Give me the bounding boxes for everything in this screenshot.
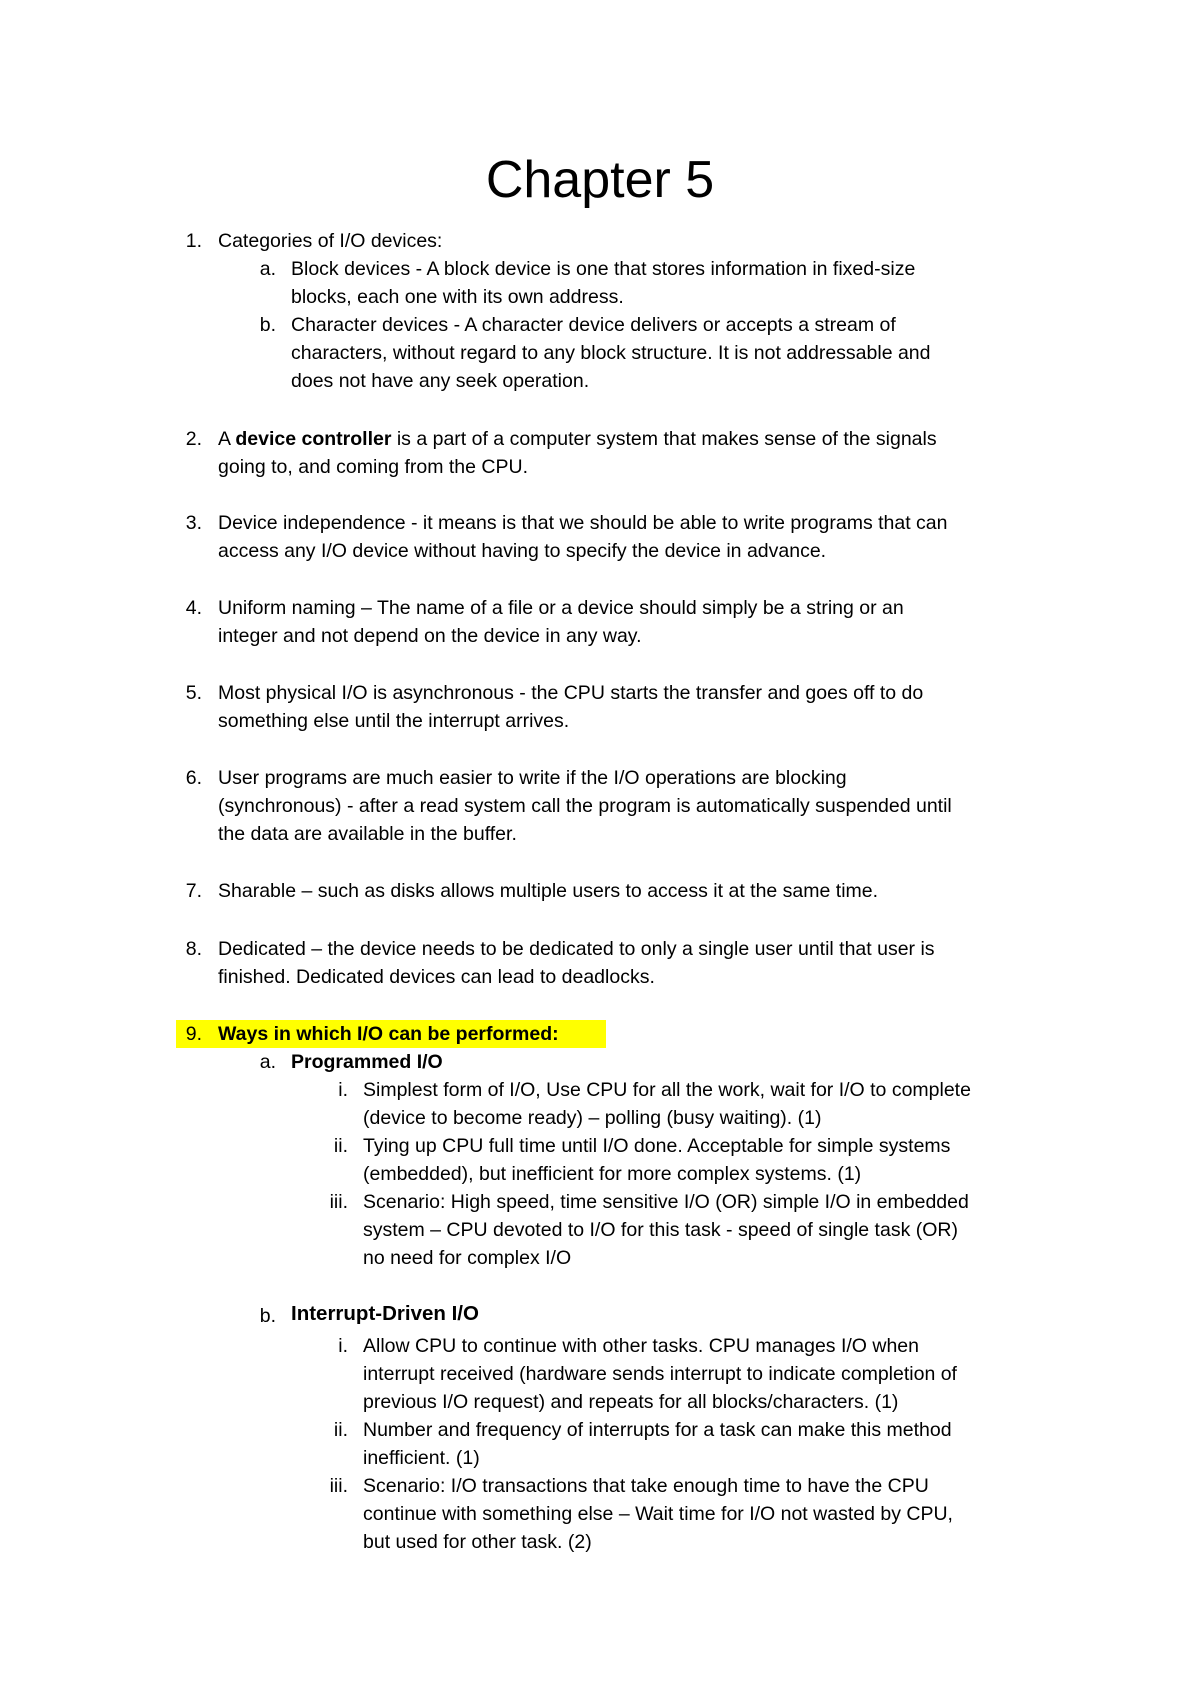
sub-item-text <box>291 255 915 311</box>
item-line: the data are available in the buffer. <box>218 823 517 845</box>
item-text <box>218 227 442 255</box>
point-text <box>363 1076 971 1132</box>
item-marker: 8. <box>185 938 202 960</box>
item-line: does not have any seek operation. <box>291 370 590 392</box>
item-line: previous I/O request) and repeats for all blocks/characters. (1) <box>363 1391 899 1413</box>
item-line: inefficient. (1) <box>363 1447 480 1469</box>
sub-heading-line <box>291 1048 443 1076</box>
item-text <box>218 594 904 650</box>
item-line: Most physical I/O is asynchronous - the CPU starts the transfer and goes off to do <box>218 682 924 704</box>
text-run: A <box>218 428 236 450</box>
sub-item-marker: b. <box>259 1305 276 1327</box>
bold-term: device controller <box>235 428 392 450</box>
item-line: continue with something else – Wait time for I/O not wasted by CPU, <box>363 1503 953 1525</box>
sub-item-marker: b. <box>259 314 276 336</box>
sub-item-marker: a. <box>259 258 276 280</box>
point-text <box>363 1416 952 1472</box>
sub-item-marker: a. <box>259 1051 276 1073</box>
point-marker: iii. <box>329 1191 348 1213</box>
item-line: Simplest form of I/O, Use CPU for all the work, wait for I/O to complete <box>363 1079 971 1101</box>
item-line: no need for complex I/O <box>363 1247 572 1269</box>
point-marker: i. <box>338 1335 348 1357</box>
item-text <box>218 509 948 565</box>
item-line: system – CPU devoted to I/O for this task - speed of single task (OR) <box>363 1219 958 1241</box>
item-line: Sharable – such as disks allows multiple users to access it at the same time. <box>218 880 879 902</box>
item-marker: 1. <box>185 230 202 252</box>
item-marker: 9. <box>185 1023 202 1045</box>
item-marker: 6. <box>185 767 202 789</box>
point-marker: i. <box>338 1079 348 1101</box>
sub-heading <box>291 1300 479 1328</box>
item-text <box>218 935 935 991</box>
heading-text: Ways in which I/O can be performed: <box>218 1023 559 1045</box>
sub-heading-text: Programmed I/O <box>291 1051 443 1073</box>
item-marker: 2. <box>185 428 202 450</box>
point-text <box>363 1332 957 1416</box>
item-line: characters, without regard to any block structure. It is not addressable and <box>291 342 931 364</box>
item-line: Tying up CPU full time until I/O done. Acceptable for simple systems <box>363 1135 951 1157</box>
item-line: Allow CPU to continue with other tasks. CPU manages I/O when <box>363 1335 919 1357</box>
point-text <box>363 1188 969 1272</box>
page-title: Chapter 5 <box>485 151 715 209</box>
item-line: Uniform naming – The name of a file or a device should simply be a string or an <box>218 597 904 619</box>
item-line: finished. Dedicated devices can lead to deadlocks. <box>218 966 655 988</box>
item-marker: 3. <box>185 512 202 534</box>
point-text <box>363 1132 950 1188</box>
point-marker: iii. <box>329 1475 348 1497</box>
point-marker: ii. <box>333 1419 348 1441</box>
item-line <box>218 425 937 453</box>
item-line: going to, and coming from the CPU. <box>218 456 528 478</box>
sub-item-text <box>291 311 931 395</box>
item-line: blocks, each one with its own address. <box>291 286 624 308</box>
item-line: (synchronous) - after a read system call the program is automatically suspended until <box>218 795 952 817</box>
text-run: is a part of a computer system that makes sense of the signals <box>391 428 937 450</box>
item-line: Block devices - A block device is one that stores information in fixed-size <box>291 258 916 280</box>
item-line: but used for other task. (2) <box>363 1531 592 1553</box>
item-line: something else until the interrupt arrives. <box>218 710 570 732</box>
item-marker: 7. <box>185 880 202 902</box>
item-line: Character devices - A character device delivers or accepts a stream of <box>291 314 896 336</box>
item-line: access any I/O device without having to specify the device in advance. <box>218 540 827 562</box>
point-text <box>363 1472 953 1556</box>
item-text <box>218 679 923 735</box>
sub-heading-line <box>291 1300 479 1328</box>
item-line: (device to become ready) – polling (busy waiting). (1) <box>363 1107 822 1129</box>
item-line: integer and not depend on the device in any way. <box>218 625 642 647</box>
sub-heading-text: Interrupt-Driven I/O <box>291 1302 479 1325</box>
item-line: Categories of I/O devices: <box>218 230 443 252</box>
section-heading <box>218 1020 559 1048</box>
item-marker: 5. <box>185 682 202 704</box>
item-line: Number and frequency of interrupts for a task can make this method <box>363 1419 952 1441</box>
item-text <box>218 877 878 905</box>
item-line: Dedicated – the device needs to be dedicated to only a single user until that user is <box>218 938 935 960</box>
item-marker: 4. <box>185 597 202 619</box>
item-line: Scenario: I/O transactions that take enough time to have the CPU <box>363 1475 929 1497</box>
item-line: Device independence - it means is that we should be able to write programs that can <box>218 512 948 534</box>
sub-heading <box>291 1048 443 1076</box>
item-heading <box>218 1020 559 1048</box>
item-line: (embedded), but inefficient for more complex systems. (1) <box>363 1163 862 1185</box>
item-text <box>218 425 937 481</box>
item-line: interrupt received (hardware sends interrupt to indicate completion of <box>363 1363 957 1385</box>
item-text <box>218 764 952 848</box>
item-line: User programs are much easier to write if the I/O operations are blocking <box>218 767 847 789</box>
item-line: Scenario: High speed, time sensitive I/O (OR) simple I/O in embedded <box>363 1191 969 1213</box>
point-marker: ii. <box>333 1135 348 1157</box>
